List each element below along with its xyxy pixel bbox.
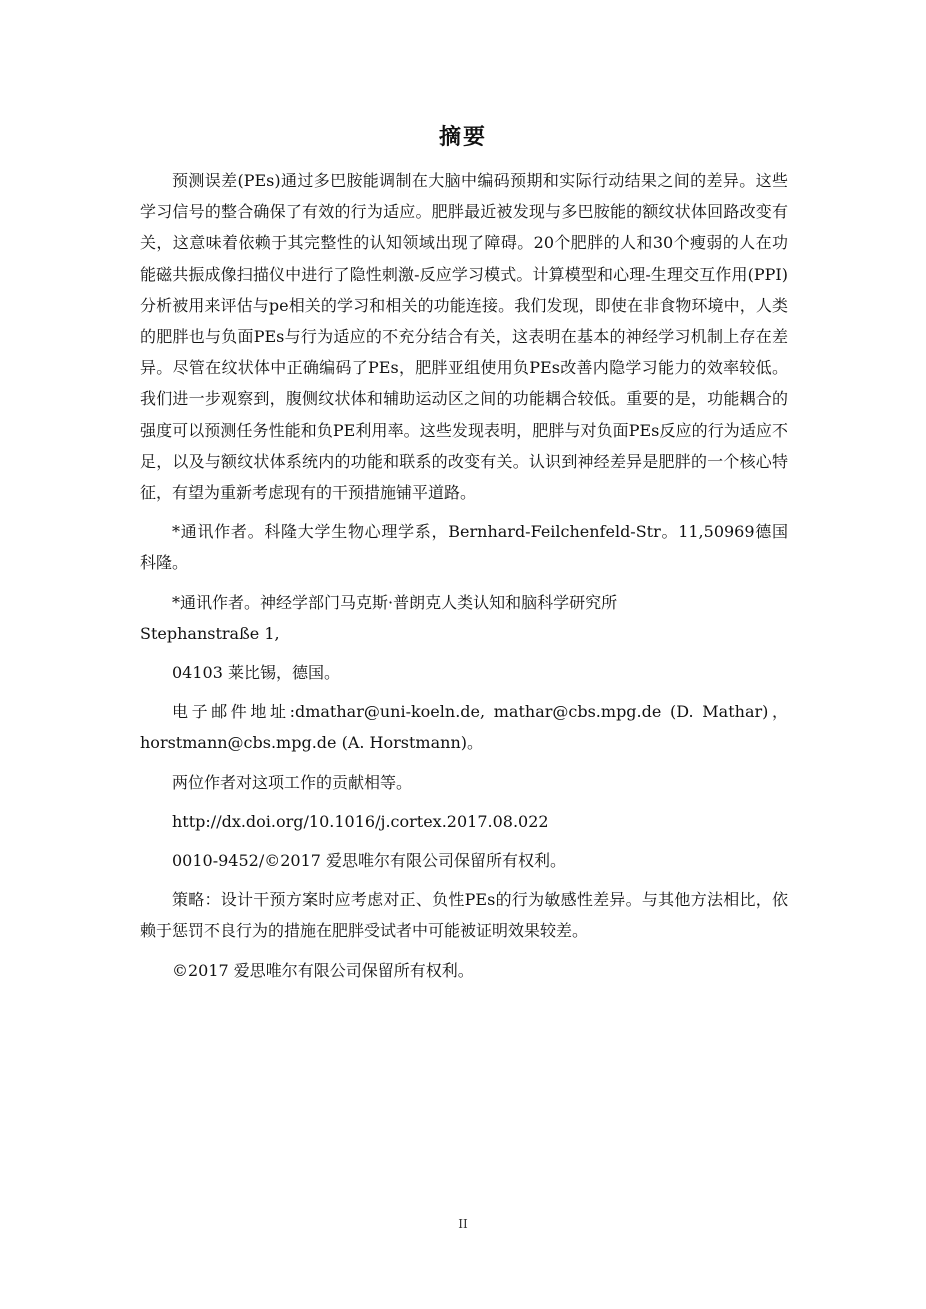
doi-link[interactable]: http://dx.doi.org/10.1016/j.cortex.2017.08.022: [172, 811, 549, 831]
corresponding-author-2-line1: *通讯作者。神经学部门马克斯·普朗克人类认知和脑科学研究所: [172, 592, 618, 612]
corresponding-author-2-line3: 04103 莱比锡，德国。: [172, 663, 340, 683]
abstract-paragraph: 预测误差(PEs)通过多巴胺能调制在大脑中编码预期和实际行动结果之间的差异。这些学习信号的整合确保了有效的行为适应。肥胖最近被发现与多巴胺能的额纹状体回路改变有关，这意味着依赖于其完整性的认知领域出现了障碍。20个肥胖的人和30个瘦弱的人在功能磁共振成像扫描仪中进行了隐性刺激-反应学习模式。计算模型和心理-生理交互作用(PPI)分析被用来评估与pe相关的学习和相关的功能连接。我们发现，即使在非食物环境中，人类的肥胖也与负面PEs与行为适应的不充分结合有关，这表明在基本的神经学习机制上存在差异。尽管在纹状体中正确编码了PEs，肥胖亚组使用负PEs改善内隐学习能力的效率较低。我们进一步观察到，腹侧纹状体和辅助运动区之间的功能耦合较低。重要的是，功能耦合的强度可以预测任务性能和负PE利用率。这些发现表明，肥胖与对负面PEs反应的行为适应不足，以及与额纹状体系统内的功能和联系的改变有关。认识到神经差异是肥胖的一个核心特征，有望为重新考虑现有的干预措施铺平道路。: [140, 171, 788, 503]
copyright-notice: ©2017 爱思唯尔有限公司保留所有权利。: [172, 960, 474, 980]
email-addresses: 电子邮件地址:dmathar@uni-koeln.de, mathar@cbs.mpg.de (D. Mathar)，horstmann@cbs.mpg.de (A. Horstmann)。: [140, 702, 788, 753]
abstract-body: [140, 165, 788, 986]
page-title: 摘要: [438, 125, 487, 150]
page-number: II: [458, 1217, 468, 1231]
equal-contribution-note: 两位作者对这项工作的贡献相等。: [172, 772, 413, 792]
corresponding-author-1: *通讯作者。科隆大学生物心理学系，Bernhard-Feilchenfeld-Str。11,50969德国科隆。: [140, 522, 788, 573]
issn-copyright: 0010-9452/©2017 爱思唯尔有限公司保留所有权利。: [172, 851, 567, 871]
corresponding-author-2-line2: Stephanstraße 1,: [140, 623, 280, 643]
strategy-paragraph: 策略：设计干预方案时应考虑对正、负性PEs的行为敏感性差异。与其他方法相比，依赖于惩罚不良行为的措施在肥胖受试者中可能被证明效果较差。: [140, 890, 788, 941]
